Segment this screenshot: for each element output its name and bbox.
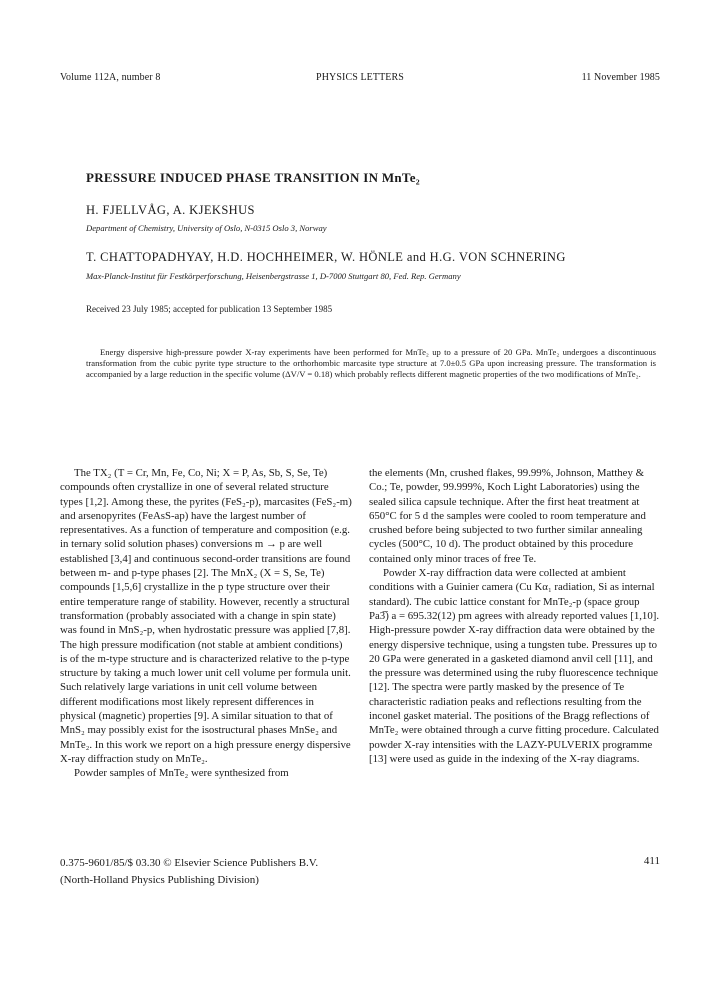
journal-volume: Volume 112A, number 8 [60, 72, 161, 83]
issue-date: 11 November 1985 [581, 72, 660, 83]
article-title: PRESSURE INDUCED PHASE TRANSITION IN MnTe₂ [86, 170, 420, 185]
affiliation-stuttgart: Max-Planck-Institut für Festkörperforschung, Heisenbergstrasse 1, D-7000 Stuttgart 80, Fed. Rep. Germany [86, 271, 461, 281]
footer-publisher [60, 855, 318, 888]
body-column-right [369, 466, 661, 766]
footer-division: (North-Holland Physics Publishing Division) [60, 873, 259, 886]
authors-stuttgart: T. CHATTOPADHYAY, H.D. HOCHHEIMER, W. HÖNLE and H.G. VON SCHNERING [86, 250, 566, 264]
body-paragraph: The TX₂ (T = Cr, Mn, Fe, Co, Ni; X = P, As, Sb, S, Se, Te) compounds often crystallize in one of several related structure types [1,2]. Among these, the pyrites (FeS₂-p), marcasites (FeS₂-m) and arsenopyrites (FeAsS-ap) have the largest number of representatives. As a function of temperature and composition (e.g. in ternary solid solution phases) conversions m → p are well established [3,4] and continuous second-order transitions are found between m- and p-type phases [2]. The MnX₂ (X = S, Se, Te) compounds [1,5,6] crystallize in the p type structure over their entire temperature range of stability. However, recently a structural transformation (probably associated with a change in spin state) was found in MnS₂-p, when hydrostatic pressure was applied [7,8]. The high pressure modification (not stable at ambient conditions) is of the m-type structure and is characterized relative to the p-type structure by taking a much lower unit cell volume per formula unit. Such relatively large variations in unit cell volume between different modifications most likely represent differences in physical (magnetic) properties [9]. A similar situation to that of MnS₂ may possibly exist for the isostructural phases MnSe₂ and MnTe₂. In this work we report on a high pressure energy dispersive X-ray diffraction study on MnTe₂. [60, 467, 352, 765]
body-paragraph: the elements (Mn, crushed flakes, 99.99%, Johnson, Matthey & Co.; Te, powder, 99.999%, Koch Light Laboratories) using the sealed silica capsule technique. After the first heat treatment at 650°C for 5 d the samples were cooled to room temperature and crushed before being subjected to two further similar annealing cycles (500°C, 10 d). The product obtained by this procedure contained only minor traces of free Te. [369, 467, 646, 565]
page-number: 411 [643, 855, 660, 867]
authors-oslo: H. FJELLVÅG, A. KJEKSHUS [86, 203, 255, 217]
journal-name: PHYSICS LETTERS [316, 72, 404, 83]
body-paragraph: Powder X-ray diffraction data were collected at ambient conditions with a Guinier camera (Cu Kα₁ radiation, Si as internal standard). The cubic lattice constant for MnTe₂-p (space group Pa3̅) a = 695.32(12) pm agrees with already reported values [1,10]. High-pressure powder X-ray diffraction data were obtained by the energy dispersive technique, using a tungsten tube. Pressures up to 20 GPa were generated in a gasketed diamond anvil cell [11], and the pressure was determined using the ruby fluorescence technique [12]. The spectra were partly masked by the presence of Te characteristic radiation peaks and reflections resulting from the inconel gasket material. The positions of the Bragg reflections of MnTe₂ were obtained through a curve fitting procedure. Calculated powder X-ray intensities with the LAZY-PULVERIX programme [13] were used as guide in the indexing of the X-ray diagrams. [369, 567, 660, 765]
affiliation-oslo: Department of Chemistry, University of Oslo, N-0315 Oslo 3, Norway [86, 223, 327, 233]
abstract: Energy dispersive high-pressure powder X-ray experiments have been performed for MnTe₂ up to a pressure of 20 GPa. MnTe₂ undergoes a discontinuous transformation from the cubic pyrite type structure to the orthorhombic marcasite type structure at 7.0±0.5 GPa upon increasing pressure. The transformation is accompanied by a large reduction in the specific volume (ΔV/V = 0.18) which probably reflects different magnetic properties of the two modifications of MnTe₂. [86, 347, 656, 380]
received-dates: Received 23 July 1985; accepted for publication 13 September 1985 [86, 304, 333, 314]
body-paragraph: Powder samples of MnTe₂ were synthesized from [74, 767, 289, 780]
body-column-left [60, 466, 352, 781]
footer-copyright: 0.375-9601/85/$ 03.30 © Elsevier Science Publishers B.V. [60, 857, 319, 869]
